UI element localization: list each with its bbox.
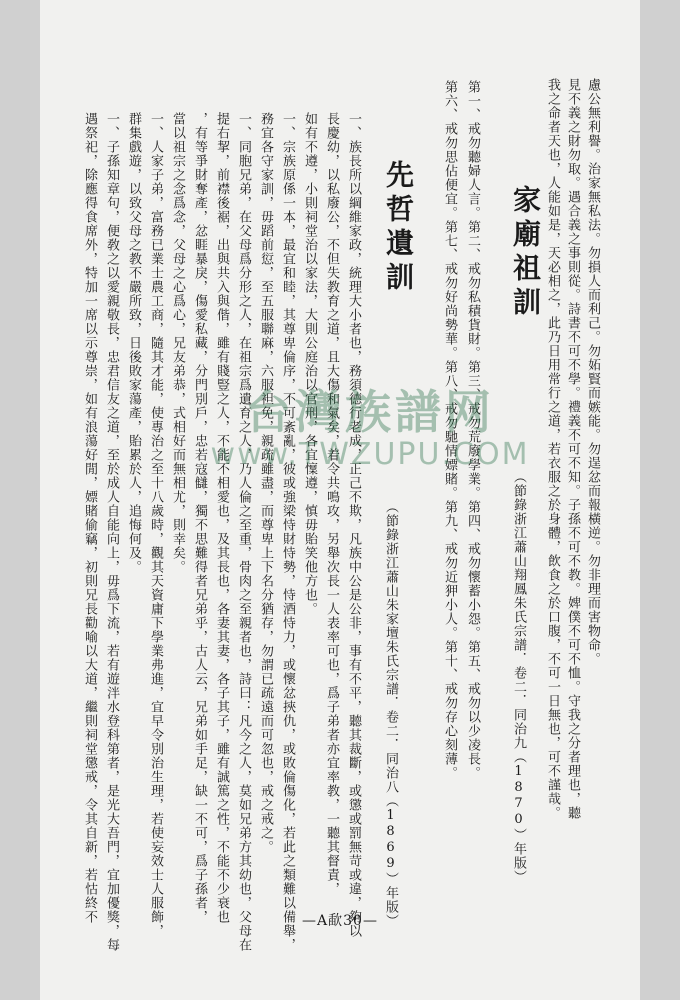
scan-margin-right	[640, 0, 680, 1000]
text-column: 第六、戒勿思佔便宜。第七、戒勿好尚勢華。第八、戒勿馳情嫖賭。第九、戒勿近狎小人。第十、戒勿存心刻薄。	[442, 80, 457, 780]
section-title: 家廟祖訓	[509, 185, 542, 321]
text-column: 一、子孫知章句，便敎之以愛親敬長，忠君信友之道，至於成人自能向上，毋爲下流，若有遊泮水登科第者，是光大吾門，宜加優獎，每	[104, 112, 119, 952]
watermark	[150, 385, 590, 475]
text-column: ，有等爭財奪產，忿睚暴戾，傷愛私藏，分門別戶，忠若寇讎，獨不思難得者兄弟乎，古人云，兄弟如手足，缺一不可，爲子孫者，	[192, 112, 207, 924]
source-note: （節錄浙江蕭山翔鳳朱氏宗譜．卷二．同治九（1870）年版）	[511, 470, 526, 884]
text-column: 一、同胞兄弟，在父母爲分形之人，在祖宗爲遺育之人，乃人倫之至重，骨肉之至親者也，詩曰：凡今之人，莫如兄弟方其幼也，父母在	[236, 112, 251, 952]
scan-margin-left	[0, 0, 40, 1000]
text-column: 如有不遵，小則祠堂治以家法，大則公庭治以官刑，各宜懍遵，慎毋貽笑他方也。	[302, 112, 317, 616]
text-column: 見不義之財勿取。遇合義之事則從。詩書不可不學。禮義不可不知。子孫不可不教。婢僕不可不恤。守我之分者理也，聽	[565, 78, 580, 820]
page-number: —A歃30—	[302, 913, 378, 929]
watermark-url: www.TWZUPU.COM	[210, 437, 530, 472]
text-column: 務宜各守家訓，毋蹈前愆，至五服聯麻，六服袒免，親疏雖盡，而尊卑上下名分猶存，勿謂已疏遠而可忽也，戒之戒之。	[258, 112, 273, 854]
text-column: 當以祖宗之念爲念，父母之心爲心，兄友弟恭，式相好而無相尤，則幸矣。	[170, 112, 185, 574]
source-note: （節錄浙江蕭山朱家壇朱氏宗譜．卷二．同治八（1869）年版）	[383, 500, 398, 928]
text-column: 群集戲遊，以致父母之教不嚴所致，日後敗家蕩產，貽累於人，追悔何及。	[126, 112, 141, 574]
text-column: 我之命者天也，人能如是，天必相之，此乃日用常行之道，若衣服之於身體，飲食之於口腹，不可一日無也，可不謹哉。	[545, 78, 560, 820]
watermark-chinese: 台灣族譜网	[245, 385, 495, 439]
section-title: 先哲遺訓	[382, 160, 415, 296]
text-column: 一、族長所以綱維家政，統理大小者也，務須德行老成，正己不欺，凡族中公是公非，事有不平，聽其裁斷，或懲或罰無苛或違，夠以	[346, 112, 361, 938]
text-column: 遇祭祀，除應得食席外，特加一席以示尊崇，如有浪蕩好閒，嫖賭偷竊，初則兄長勸喻以大道，繼則祠堂懲戒，令其自新，若怙終不	[82, 112, 97, 924]
text-column: 第一、戒勿聽婦人言。第二、戒勿私積貨財。第三、戒勿荒廢學業。第四、戒勿懷蓄小怨。第五、戒勿以少凌長。	[465, 80, 480, 780]
text-column: 長慶幼，以私廢公，不但失教育之道，且大傷和氣矣，着令共鳴攻，另舉次長一人表率可也，爲子弟者亦宜率教，一聽其督責，	[324, 112, 339, 896]
text-column: 一、宗族原係一本，最宜和睦，其尊卑倫序，不可紊亂，彼或強梁恃財恃勢，恃酒恃力，或懷忿挾仇，或敗倫傷化，若此之類難以備舉，	[280, 112, 295, 952]
text-column: 提右挈，前襟後裾，出與共入與偕，雖有賤豎之人，不能不相愛也，及其長也，各妻其妻，各子其子，雖有誠篤之性，不能不少衰也	[214, 112, 229, 924]
text-column: 一、人家子弟，富務已業士農工商，隨其才能，使專治之至十八歲時，觀其天資庸下學業弗進，宜早令別治生理，若使妄效士人服飾，	[148, 112, 163, 938]
text-column: 慮公無利譽。治家無私法。勿損人而利己。勿妬賢而嫉能。勿逞忿而報橫逆。勿非理而害物命。	[585, 78, 600, 666]
